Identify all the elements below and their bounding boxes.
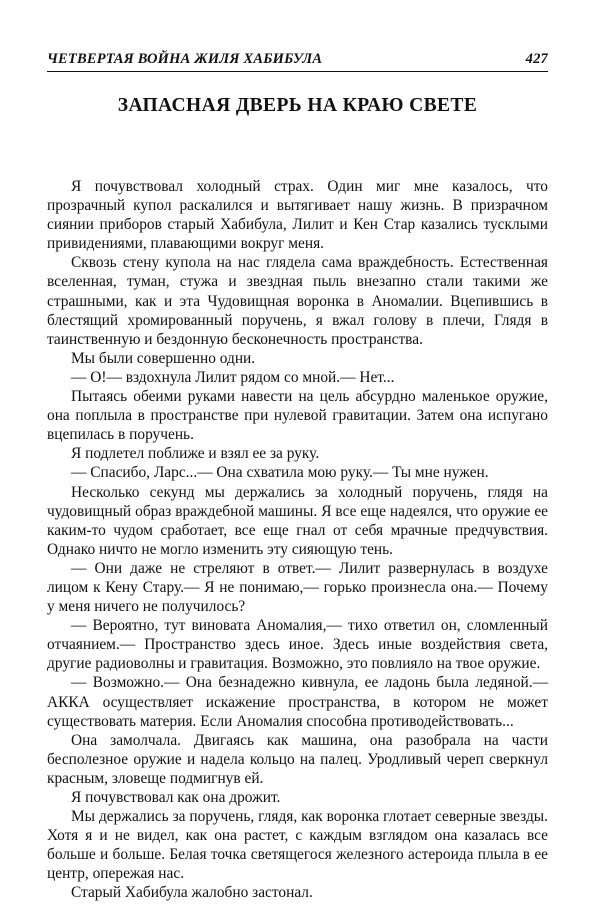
header-rule: [47, 71, 548, 72]
paragraph: — Вероятно, тут виновата Аномалия,— тихо ответил он, сломленный отчаянием.— Пространство здесь иное. Здесь иные воздействия света, другие радиоволны и гравитация. Возможно, это повлияло на твое оружие.: [47, 617, 548, 673]
paragraph: Я почувствовал холодный страх. Один миг мне казалось, что прозрачный купол раскалился и вытягивает нашу жизнь. В призрачном сиянии приборов старый Хабибула, Лилит и Кен Стар казались тусклыми привидениями, плавающими вокруг меня.: [47, 178, 548, 253]
paragraph: Старый Хабибула жалобно застонал.: [71, 884, 313, 902]
paragraph: Я почувствовал как она дрожит.: [71, 789, 281, 806]
page-number: 427: [525, 51, 548, 67]
running-header: [47, 48, 548, 72]
paragraph: — Возможно.— Она безнадежно кивнула, ее ладонь была ледяной.— АККА осуществляет искажение пространства, в котором не может существовать материя. Если Аномалия способна противодействовать...: [47, 674, 548, 730]
paragraph: — Они даже не стреляют в ответ.— Лилит развернулась в воздухе лицом к Кену Стару.— Я не понимаю,— горько произнесла она.— Почему у меня ничего не получилось?: [47, 559, 548, 616]
chapter-title: ЗАПАСНАЯ ДВЕРЬ НА КРАЮ СВЕТЕ: [117, 95, 478, 116]
paragraph: Она замолчала. Двигаясь как машина, она разобрала на части бесполезное оружие и надела кольцо на палец. Уродливый череп сверкнул красным, зловеще подмигнув ей.: [47, 731, 548, 787]
body-text: [47, 177, 548, 903]
paragraph: Я подлетел поближе и взял ее за руку.: [71, 445, 320, 463]
paragraph: — Спасибо, Ларс...— Она схватила мою руку.— Ты мне нужен.: [71, 464, 489, 482]
paragraph: — О!— вздохнула Лилит рядом со мной.— Нет...: [71, 368, 395, 386]
paragraph: Несколько секунд мы держались за холодный поручень, глядя на чудовищный образ враждебной машины. Я все еще надеялся, что оружие ее каким-то чудом сработает, все еще гнал от себя мрачные предчувствия. Однако ничто не могло изменить эту сияющую тень.: [47, 483, 548, 558]
paragraph: Сквозь стену купола на нас глядела сама враждебность. Естественная вселенная, туман, стужа и звездная пыль внезапно стали такими же страшными, как и эта Чудовищная воронка в Аномалии. Вцепившись в блестящий хромированный поручень, я вжал голову в плечи, Глядя в таинственную и бездонную бесконечность пространства.: [47, 254, 548, 348]
paragraph: Пытаясь обеими руками навести на цель абсурдно маленькое оружие, она поплыла в пространстве при нулевой гравитации. Затем она испугано вцепилась в поручень.: [47, 388, 548, 444]
paragraph: Мы держались за поручень, глядя, как воронка глотает северные звезды. Хотя я и не видел, как она растет, с каждым взглядом она казалась все больше и больше. Белая точка светящегося железного астероида плыла в ее центр, опережая нас.: [47, 808, 548, 883]
running-title: ЧЕТВЕРТАЯ ВОЙНА ЖИЛЯ ХАБИБУЛА: [47, 51, 323, 67]
paragraph: Мы были совершенно одни.: [71, 349, 256, 367]
